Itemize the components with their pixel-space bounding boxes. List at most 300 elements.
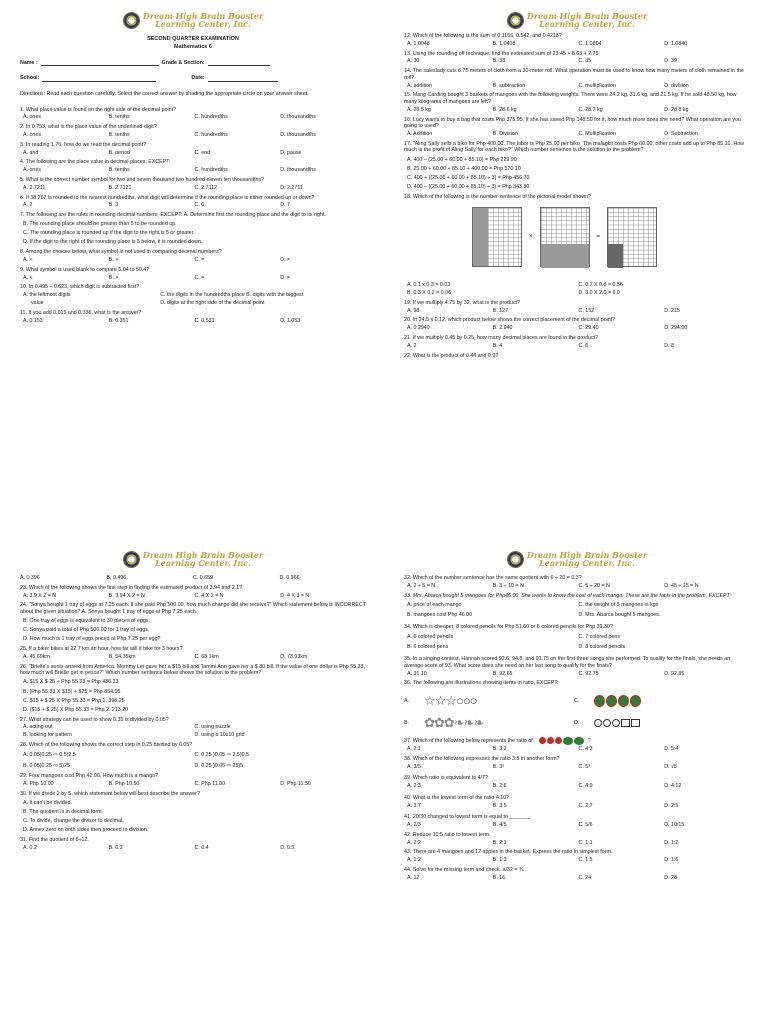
choice: A. acting out [23,724,53,731]
choices-28b [23,763,366,770]
choice: D. 294.00 [664,325,688,332]
question-21: 21. If we multiply 0.45 by 0.25, how many decimal places are found in the product? [404,335,599,342]
choice: value [31,300,44,307]
question-9: 9. What symbol is used blank to compare 5.04 to 50.4? [20,266,150,273]
grid-model-1 [472,207,522,267]
question-35: 35. In a singing contest, Hannah scored 92.6, 94.8, and 91.75 on the first three songs she performed. To qualify for the finals, she needs an average score of 93. What score does she need on her last song to qualify for the finals? [404,656,731,669]
choice: D. division [664,82,689,89]
choice: D. 8 [664,342,674,349]
choices-20 [407,325,750,332]
flowers-leaves-illustration: ✿✿✿❧❧❧ [424,714,484,730]
choice: B. 0.05)0.25 ⇨ 5)25 [23,763,70,770]
logo-line-1: Dream High Brain Booster [526,11,648,21]
choices-33 [407,602,750,609]
question-18: 18. Which of the following is the number sentence of the pictorial model shown? [404,193,591,200]
choice: C. $15 + $ 25 X Php 55.33 = Php 1, 398.25 [23,697,125,704]
choice: B. period [108,149,130,156]
choices-28 [23,752,366,759]
question-26: 26. "Brielle's aunts arrived from America. Mommy Lei gave her a $15 bill and Tammi Ann gave her a $ 30 bill. If the value of one dollar is Php 55.33, how much will Brielle get in pesos?" Which number sentence below shows the solution to the problem? [20,663,365,677]
choice: D. 0.966 [279,575,300,581]
choice: C. 1.0804 [578,40,602,47]
choice: C. 28.7 kg [578,106,603,113]
choice: C. 0.4 [194,844,209,851]
choice: D. 4:12 [664,783,682,790]
times-sign: × [529,233,533,240]
question-2: 2. In 0.753, what is the place value of the underlined digit? [20,124,157,131]
choice: A. 98 [407,307,420,314]
school-logo [20,547,366,571]
choice: C. using puzzle [194,724,231,731]
choice-label: A. [404,697,410,704]
question-36: 36. The following are illustrations showing items in ratio, EXCEPT: [404,680,559,687]
choice: C. Sonya paid a total of Php 500.00 for 1 tray of eggs. [23,627,150,634]
choices-38 [407,764,750,771]
choice: A. 3.9 X 2 = N [23,592,57,599]
choice: C. hundredths [194,114,228,121]
choice: C. 68.1km [194,653,219,660]
choice: D. 39 [664,58,677,65]
choice-label: C. [574,697,580,704]
choice: A. 2:2 [407,839,421,846]
choice: D. 7 [280,202,290,209]
school-seal-icon [507,551,524,568]
question-19: 19. If we multiply 4.75 by 32, what is the product? [404,299,521,306]
question-40: 40. What is the lowest term of the ratio 4:10? [404,794,510,801]
choices-33b [407,612,750,619]
choice: C. 7 colored pens [578,634,621,641]
choice: D. 2:5 [664,802,679,809]
question-mark: ? [587,737,591,744]
choice: D. 1:2 [664,839,679,846]
choices-22 [20,575,366,582]
choice: C. 5³ [578,763,590,770]
choices-1 [23,114,366,121]
choice: B. 33 [492,58,506,65]
choice: A. 91.10 [407,670,427,677]
choice: D. Mrs. Abarca bought 5 mangoes. [578,611,661,618]
choice: D. 3.0 X 2.0 = 6.0 [578,290,620,297]
choice: B. subtraction [492,82,526,89]
choice: A. 0.396 [20,575,40,581]
choice: C. The rounding place is rounded up if the digit to the right is 5 or greater. [23,230,195,237]
question-44: 44. Solve for the missing term and check. a/32 = ¾ [404,867,524,874]
date-field[interactable] [208,77,278,82]
choice-label: B. [404,719,410,726]
question-4: 4. The following are the place value in decimal places, EXCEPT: [20,159,171,166]
question-23: 23. Which of the following shows the first step in finding the estimated product of 3.94 and 2.1? [20,584,243,591]
choices-10 [23,292,366,299]
choice: D. thousandths [280,131,316,138]
question-37 [404,737,750,745]
question-13: 13. Using the rounding off technique, find the estimated sum of 23.45 + 8.63 + 2.75 [404,50,599,57]
choice: B. 3.94 X 2 = N [108,592,145,599]
question-22: 22. What is the product of 0.44 and 0.9? [404,352,499,359]
page-4 [384,512,768,1024]
page-3 [0,512,384,1024]
logo-line-2: Learning Center, Inc. [155,558,251,568]
choices-44 [407,875,750,882]
ratio-row-2 [404,715,750,731]
choice: D. Subtraction [664,131,698,137]
choice: C. 0.25 )0.05 ⇨ 2.5)0.5 [194,751,249,758]
school-label: School: [20,75,40,82]
school-logo [404,8,750,32]
choice: C. 29.40 [578,325,599,332]
logo-line-2: Learning Center, Inc. [539,558,635,568]
choices-35 [407,671,750,678]
choice: C. 4:9 [578,783,593,790]
question-11: 11. If you add 0.015 and 0.336, what is the answer? [20,309,142,316]
logo-line-2: Learning Center, Inc. [539,19,635,29]
choice: D. 73.93km [280,653,308,660]
choices-40 [407,803,750,810]
question-25: 25. If a biker bikes at 22.7 km an hour, how far will it bike for 3 hours? [20,646,183,653]
fruits-illustration [539,737,584,745]
choice: B. 3 [108,202,119,209]
choices-34 [407,634,750,641]
choice: C. 24 [578,874,592,881]
grade-field[interactable] [208,61,270,66]
choice: A. 45.69km [23,653,50,660]
choice: A. 400 – (25.00 + 60.00 + 85.10) = Php 229.90 [407,156,517,163]
choice: D. 2.2711 [280,184,303,191]
choice: C. = [194,257,205,264]
choices-5 [23,185,366,192]
choices-3 [23,150,366,157]
choice: B. 3:2 [492,746,507,753]
choice: B. One tray of eggs is equivalent to 30 pieces of eggs. [23,618,150,625]
logo-line-2: Learning Center, Inc. [155,19,251,29]
choice: B. Php 10.50 [108,780,140,787]
choices-4 [23,167,366,174]
choice: D. digits at the right side of the decimal point [160,300,265,307]
stars-balloons-illustration: ☆☆☆○○○ [424,692,477,708]
choice: C. the weight of 5 mangoes in kgs [578,602,659,609]
circles-squares-illustration [594,719,640,727]
choices-9 [23,275,366,282]
choices-2 [23,132,366,139]
choice: C. 2:7 [578,802,593,809]
choice: B. 2.940 [492,325,513,332]
choice: D. 92.85 [664,670,685,677]
choice: C. 0.7 X 0.8 = 0.56 [578,282,623,289]
choices-29 [23,781,366,788]
choice: A. addition [407,82,433,89]
choice: A. 2 [23,202,33,209]
question-17: 17. "Aling Sally sells a biko for Php 400.00. The labor is Php 25.00 per biko. The malagkit costs Php 60.00, other costs add up to Php 85.10. How much is the profit of Aling Sally for each biko?" Which number sentence is the solution to the problem? [404,140,745,154]
choice: D. How much is 1 tray of eggs priced at Php 7.25 per egg? [23,636,161,643]
choice: D. 4 X 3 = N [280,592,310,599]
watermelons-illustration [594,695,641,707]
choice: A. ones [23,114,41,121]
question-10: 10. In 0.495 – 0.623, which digit is subtracted first? [20,284,140,291]
choices-34b [407,644,750,651]
question-31: 31. Find the quotient of 6÷12. [20,836,89,843]
question-37-text: 37. Which of the following below represents the ratio of [404,737,533,744]
school-logo [404,547,750,571]
choices-39 [407,783,750,790]
choice: B. tenths [108,131,130,138]
choices-15 [407,107,750,114]
choice: B. 25.00 + 60.00 + 85.10 + 400.00 = Php 570.10 [407,165,521,172]
choice: C. 1:5 [578,857,593,864]
question-28: 28. Which of the following shows the correct step in 0.25 divided by 0.05? [20,741,193,748]
pictorial-model [472,206,750,268]
choices-25 [23,654,366,661]
choices-6 [23,202,366,209]
choice: A. 0.05)0.25 ⇨ 0.5)2.5 [23,751,76,758]
choices-32 [407,583,750,590]
choice: D. ≠ [280,257,290,264]
choice: B. 6 colored pens [407,643,449,650]
question-38: 38. Which of the following expresses the ratio 3:5 in another form? [404,756,560,763]
school-seal-icon [507,12,524,29]
choice: A. 2.7211 [23,184,46,191]
directions: Directions: Read each question carefully. Select the correct answer by shading the appropriate circle on your answer sheet. [20,90,309,97]
question-34: 34. Which is cheaper, 8 colored pencils for Php 51.60 or 6 colored pencils for Php 39.30? [404,624,613,631]
choice: A. 3:7 [407,802,421,809]
choice: A. 0.2 [23,844,37,851]
choice: B. 3:5 [492,802,507,809]
choice: A. and [23,149,39,156]
choice: B. (Php 55.33 X $15) + $25 = Php 854.95 [23,688,121,695]
choice: D. 28.8 kg [664,106,689,113]
choice: D. using a 10x10 grid [194,732,245,739]
question-32: 32. Which of the number sentence has the same quotient with 6 ÷ 20 = 0.3? [404,575,582,581]
equals-sign: = [596,233,601,240]
question-14: 14. The saleslady cuts 6.75 meters of cloth from a 30-meter roll. What operation must be used to know how many meters of cloth remained in the roll? [404,68,744,81]
choices-13 [407,58,750,65]
choice: B. The rounding place should be greater than 5 to be rounded up. [23,221,177,228]
question-42: 42. Reduce 10:5 ratio to lowest term. [404,831,491,838]
choice: D. If the digit to the right of the rounding place is 5 below, it is rounded down. [23,239,203,246]
question-15: 15. Mang Carding bought 3 baskets of mangoes with the following weights. There were 24.2 kg, 31.6 kg, and 21.5 kg. If he sold 48.50 kg, how many kilograms of mangoes are left? [404,92,737,105]
choice: B. 2:6 [492,783,507,790]
school-seal-icon [123,12,140,29]
question-27: 27. What strategy can be used to show 0.35 is divided by 0.05? [20,716,169,723]
choice: C. 6 [194,202,205,209]
choices-41 [407,822,750,829]
choice: C. 0.659 [193,575,214,581]
question-30: 30. If we divide 2 by 5, which statement below will best describe the answer? [20,790,200,797]
choice: A. 28.5 kg [407,106,431,113]
choice: D. 1:6 [664,857,679,864]
choice: D. √5 [664,763,677,770]
choices-37 [407,746,750,753]
choice: B. 0.496 [106,575,127,581]
choice: D. 1.053 [280,317,301,324]
question-12: 12. Which of the following is the sum of 0.1166, 0.542, and 0.4218? [404,33,562,39]
school-field[interactable] [42,77,156,82]
choice: C. the digits in the hundredths place B. digits with the biggest [160,292,304,299]
choice: A. 0.153 [23,317,43,324]
choice: D. 400 – ((25.00 + 60.00 + 85.10) ÷ 3) = Php 343.30 [407,183,530,190]
choices-42 [407,840,750,847]
choice: C. end [194,149,211,156]
choice: D. 0.25 )0.05 ⇨ 25)5 [194,763,244,770]
choices-14 [407,83,750,90]
choices-12 [407,41,750,48]
choices-27 [23,724,366,731]
logo-line-1: Dream High Brain Booster [142,11,264,21]
choice: C. 2.7112 [194,184,218,191]
page-1 [0,0,384,512]
choices-21 [407,343,750,350]
question-5: 5. What is the correct number symbol for two and seven thousand two hundred eleven ten thousandths? [20,176,265,183]
question-6: 6. If 38.267 is rounded to the nearest hundredths, what digit will determine if the rounding place is either rounded up or down? [20,194,315,201]
choice: B. 4 [492,342,503,349]
exam-subject: Mathematics 6 [174,43,212,50]
choice: A. ones [23,167,41,174]
choice: D. thousandths [280,167,316,174]
choice: D. 8 colored pencils [578,643,626,650]
question-16: 16. Lucy wants to buy a bag that costs Php 375.95. If she has saved Php 148.50 for it, how much more does she need? What operation are you going to used? [404,116,741,130]
question-29: 29. Four mangoes cost Php 42.00. How much is a mango? [20,772,159,779]
choice: C. multiplication [578,82,616,89]
choice: D. Php 11.50 [280,780,311,787]
choice: A. 2:3 [407,783,421,790]
choice: D. 5:4 [664,746,679,753]
logo-line-1: Dream High Brain Booster [142,550,264,560]
choice: A. 6 colored pencils [407,634,454,641]
choice: A. price of each mango [407,602,462,609]
choice: B. 1.0408 [492,40,516,47]
choice: C. 0.531 [194,317,215,324]
choice: C. 4 X 2 = N [194,592,224,599]
choice: B. Division [492,131,518,137]
choice: D. 45 ÷ 15 = N [664,582,699,589]
choice: C. 1:1 [578,839,593,846]
choice: A. 2 ÷ 5 = N [407,582,436,589]
choice: C. 400 + ((25.00 + 60.00 + 85.10) ÷ 3) = Php 456.70 [407,174,530,181]
choice: C. hundredths [194,131,228,138]
choices-31 [23,845,366,852]
choice: C. = [194,274,205,281]
question-8: 8. Among the choices below, what symbol is not used in comparing decimal numbers? [20,249,222,256]
choice: B. 16 [492,874,506,881]
question-33: 33. Mrs. Abarca bought 5 mangoes for Php46.00. She wants to know the cost of each mango. These are the facts in the problem, EXCEPT: [404,592,731,599]
school-logo [20,8,366,32]
choices-18 [407,282,750,289]
choice: A. Php 10.00 [23,780,54,787]
choice: C. 5/6 [578,822,593,829]
name-label: Name : [20,59,38,66]
choice: C. hundredths [194,167,228,174]
ratio-row-1 [404,693,750,709]
choice: A. 30 [407,58,420,65]
choice: A. 1.0048 [407,40,430,47]
grid-model-2 [540,207,590,267]
choice: B. tenths [108,114,130,121]
choice: A. Addition [407,131,433,137]
choice: B. 3⁵ [492,763,505,770]
choice: B. tenths [108,167,130,174]
choice: A. ones [23,131,41,138]
choices-16 [407,131,750,138]
choice: B. 54.35km [108,653,136,660]
choice: A. < [23,274,33,281]
choices-11 [23,318,366,325]
name-field[interactable] [41,61,159,66]
choice: A. It can't be divided. [23,799,73,806]
choice: D. 215 [664,307,680,314]
choices-43 [407,857,750,864]
choice: C. 92.75 [578,670,599,677]
exam-title: SECOND QUARTER EXAMINATION [147,36,239,42]
choice: A. 2 [407,342,417,349]
choice: D. thousandths [280,114,316,121]
choice: B. 0.351 [108,317,129,324]
choice: B. 0.3 [108,844,123,851]
grade-label: Grade & Section: [161,59,205,66]
grid-model-3 [607,207,657,267]
choice: A. 12 [407,874,420,881]
choice: B. 127 [492,307,509,314]
choice: A. 3/5 [407,763,421,770]
choice: D. pause [280,149,302,156]
choices-27b [23,732,366,739]
choice: A. 1:2 [407,857,421,864]
choice: B. looking for pattern [23,732,72,739]
choice: C. 35 [578,58,592,65]
choice: C. 4:3 [578,746,593,753]
choice: B. 28.6 kg [492,106,517,113]
choice: D. 28 [664,874,677,881]
question-3: 3. In reading 1.76, how do we read the decimal point? [20,141,147,148]
question-43: 43. There are 4 mangoes and 12 apples in the basket. Express the ratio in simplest form. [404,849,613,856]
choice: B. mangoes cost Php 46.00 [407,611,473,618]
choice: A. 2:1 [407,746,421,753]
choice: B. 3 ÷ 10 = N [492,582,524,589]
question-7: 7. The following are the rules in rounding decimal numbers, EXCEPT: A. Determine first the rounding place and the digit to its right. [20,212,326,219]
choice: C. Multiplication [578,131,616,137]
choice: C. Php 11.00 [194,780,226,787]
choice: B. > [108,274,119,281]
choice: C. 6 [578,342,589,349]
choice: D. 1.0840 [664,40,688,47]
page-2 [384,0,768,512]
choice: D. 10/15 [664,822,685,829]
choice: B. > [108,257,119,264]
date-label: Date: [191,75,205,82]
choice: D. ≠ [280,274,290,281]
choice: B. 92.65 [492,670,513,677]
choice: D. 0.5 [280,844,295,851]
choice: A. 0.2940 [407,325,430,332]
choice: C. To divide, change the divisor to decimal. [23,817,124,824]
choice: C. 5 ÷ 20 = N [578,582,610,589]
choices-8 [23,257,366,264]
choice-label: D. [574,719,580,726]
choice: D. Annex zero on both sides then proceed to division. [23,827,149,833]
choice: A. the leftmost digits [23,292,71,299]
question-39: 39. Which ratio is equivalent to 4/7? [404,775,488,782]
school-seal-icon [123,551,140,568]
choice: A. < [23,257,33,264]
choice: B. 0.3 X 0.2 = 0.06 [407,290,452,297]
question-24: 24. "Sonya bought 1 tray of eggs at 7.25 each. If she paid Php 500.00, how much change did she receive?" Which statement below is INCORRECT about the given situation? A. Sonya bought 1 tray of eggs at Php 7.25 each. [20,602,366,615]
choice: D. ($15 + $ 25) X Php 55.33 = Php 2, 213.20 [23,706,129,713]
choice: B. 2:1 [492,839,507,846]
question-41: 41. 20/30 changed to lowest term is equal to _______ [404,814,531,821]
choices-19 [407,308,750,315]
choice: A. $15 X $ 25 + Php 55.33 = Php 430.33 [23,679,119,686]
choice: C. 152 [578,307,595,314]
choice: A. 2/3 [407,822,421,829]
choices-18b [407,290,750,297]
logo-line-1: Dream High Brain Booster [526,550,648,560]
choice: A. 0.1 x 0.3 = 0.03 [407,282,451,289]
